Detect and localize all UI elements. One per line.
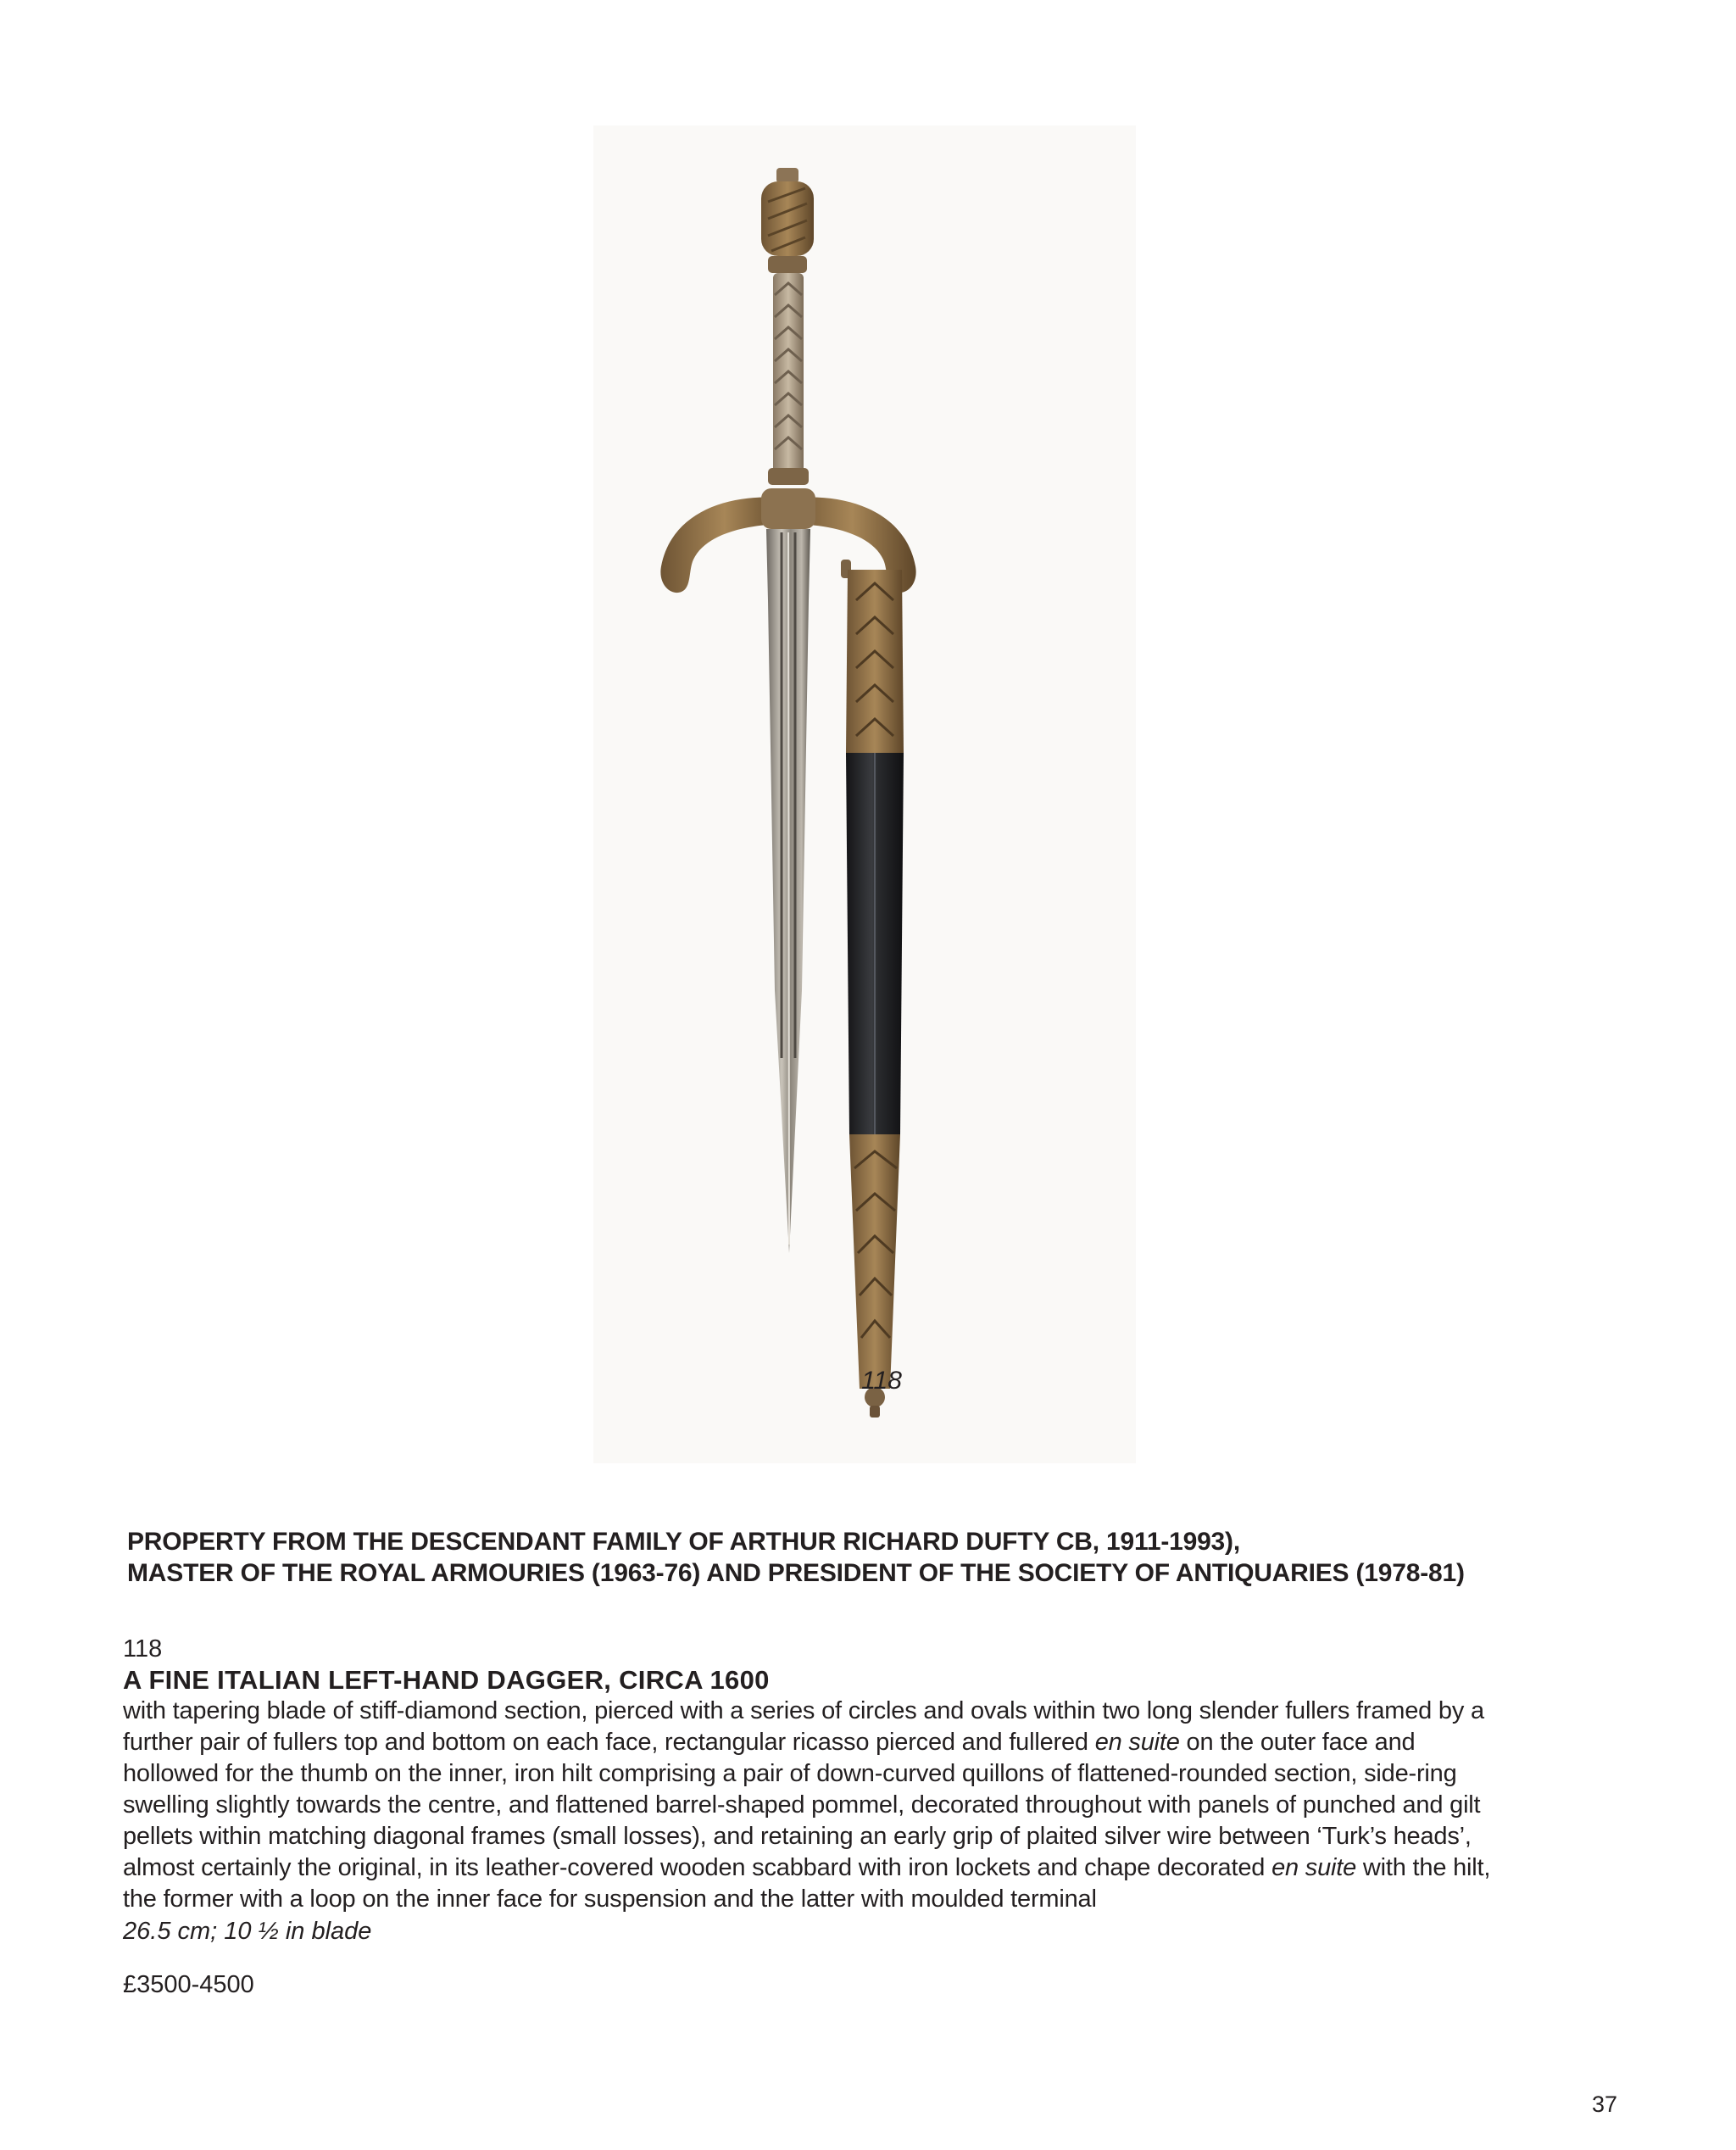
description-line: swelling slightly towards the centre, and flattened barrel-shaped pommel, decorated throughout with panels of punched and gilt — [123, 1791, 1481, 1819]
description-italic: en suite — [1094, 1729, 1180, 1756]
provenance-line: MASTER OF THE ROYAL ARMOURIES (1963-76) AND PRESIDENT OF THE SOCIETY OF ANTIQUARIES (1978-81) — [127, 1559, 1465, 1587]
blade-measurement: 26.5 cm; 10 ½ in blade — [123, 1918, 372, 1945]
page-number: 37 — [1592, 2092, 1618, 2117]
scabbard — [841, 560, 904, 1418]
lot-description — [123, 1696, 1632, 1915]
description-italic: en suite — [1271, 1854, 1357, 1881]
description-line — [123, 1727, 1632, 1758]
description-line: the former with a loop on the inner face for suspension and the latter with moulded terminal — [123, 1885, 1097, 1913]
photo-lot-number: 118 — [861, 1367, 902, 1395]
description-line: with tapering blade of stiff-diamond section, pierced with a series of circles and ovals within two long slender fullers framed by a — [123, 1697, 1484, 1724]
lot-photograph — [593, 125, 1136, 1463]
description-text: almost certainly the original, in its leather-covered wooden scabbard with iron lockets and chape decorated — [123, 1854, 1272, 1881]
pommel — [761, 168, 814, 273]
lot-number: 118 — [123, 1635, 163, 1663]
description-line: pellets within matching diagonal frames (small losses), and retaining an early grip of plaited silver wire between ‘Turk’s heads’, — [123, 1823, 1472, 1850]
description-text: on the outer face and — [1179, 1729, 1416, 1756]
description-text: with the hilt, — [1356, 1854, 1491, 1881]
lot-title: A FINE ITALIAN LEFT-HAND DAGGER, CIRCA 1600 — [123, 1665, 770, 1695]
provenance-heading — [127, 1526, 1653, 1589]
description-line: hollowed for the thumb on the inner, iron hilt comprising a pair of down-curved quillons of flattened-rounded section, side-ring — [123, 1760, 1457, 1787]
description-text: further pair of fullers top and bottom on each face, rectangular ricasso pierced and fullered — [123, 1729, 1095, 1756]
dagger-and-scabbard-image — [593, 125, 1136, 1463]
blade — [766, 529, 810, 1253]
description-line — [123, 1852, 1632, 1884]
price-estimate: £3500-4500 — [123, 1971, 254, 1998]
grip — [768, 273, 809, 485]
provenance-line: PROPERTY FROM THE DESCENDANT FAMILY OF ARTHUR RICHARD DUFTY CB, 1911-1993), — [127, 1528, 1240, 1556]
